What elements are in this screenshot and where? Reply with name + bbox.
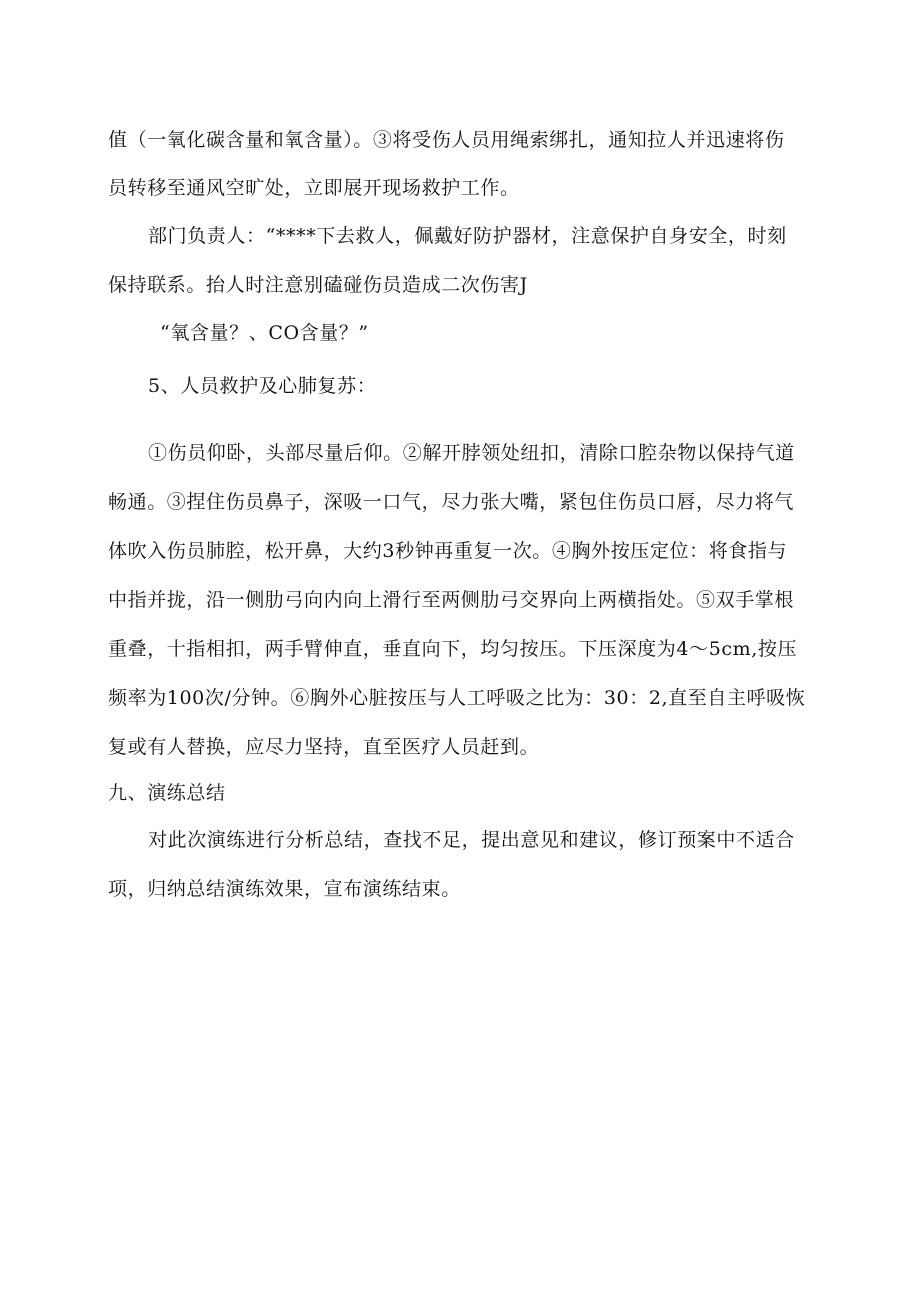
paragraph-line: 保持联系。抬人时注意别磕碰伤员造成二次伤害J	[108, 274, 528, 296]
section-heading: 九、演练总结	[108, 782, 226, 804]
paragraph-line: 频率为100次/分钟。⑥胸外心脏按压与人工呼吸之比为：30：2,直至自主呼吸恢	[108, 687, 806, 709]
paragraph-line: 对此次演练进行分析总结，查找不足，提出意见和建议，修订预案中不适合	[148, 829, 795, 851]
paragraph-line: 部门负责人：“****下去救人，佩戴好防护器材，注意保护自身安全，时刻	[148, 225, 787, 247]
paragraph-line: 重叠，十指相扣，两手臂伸直，垂直向下，均匀按压。下压深度为4～5cm,按压	[108, 638, 798, 660]
paragraph-line: 复或有人替换，应尽力坚持，直至医疗人员赶到。	[108, 736, 540, 758]
paragraph-line: 项，归纳总结演练效果，宣布演练结束。	[108, 878, 461, 900]
paragraph-line: 员转移至通风空旷处，立即展开现场救护工作。	[108, 177, 520, 199]
section-subheading: 5、人员救护及心肺复苏：	[148, 375, 377, 397]
paragraph-line: 体吹入伤员肺腔，松开鼻，大约3秒钟再重复一次。④胸外按压定位：将食指与	[108, 540, 788, 562]
paragraph-line: 中指并拢，沿一侧肋弓向内向上滑行至两侧肋弓交界向上两横指处。⑤双手掌根	[108, 589, 795, 611]
quoted-line: “氧含量？、CO含量？”	[160, 322, 369, 344]
paragraph-line: 值（一氧化碳含量和氧含量）。③将受伤人员用绳索绑扎，通知拉人并迅速将伤	[108, 129, 785, 151]
paragraph-line: 畅通。③捏住伤员鼻子，深吸一口气，尽力张大嘴，紧包住伤员口唇，尽力将气	[108, 491, 795, 513]
paragraph-line: ①伤员仰卧，头部尽量后仰。②解开脖领处纽扣，清除口腔杂物以保持气道	[148, 442, 795, 464]
